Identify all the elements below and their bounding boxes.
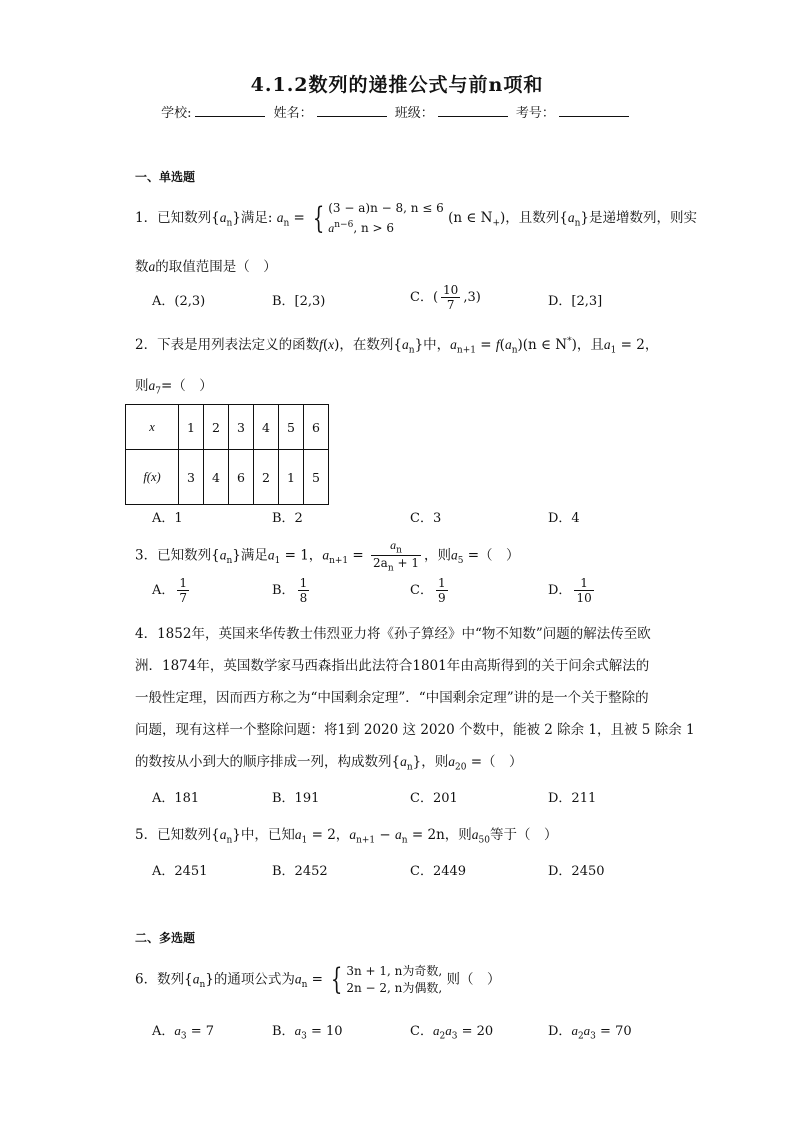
- q5-option-a[interactable]: A．2451: [152, 864, 208, 879]
- class-blank[interactable]: [438, 104, 508, 117]
- q1-option-d[interactable]: D．[2,3]: [548, 294, 603, 309]
- page-title: 4.1.2数列的递推公式与前n项和: [250, 74, 544, 96]
- q2-option-b[interactable]: B．2: [272, 511, 303, 526]
- name-blank[interactable]: [317, 104, 387, 117]
- q6-option-c[interactable]: C．$a_2a_3 = 20$: [410, 1023, 494, 1042]
- q4-option-d[interactable]: D．211: [548, 791, 597, 806]
- q6-option-d[interactable]: D．$a_2a_3 = 70$: [548, 1023, 632, 1042]
- question-4-line3: 一般性定理，因而西方称之为“中国剩余定理”．“中国剩余定理”讲的是一个关于整除的: [135, 690, 649, 706]
- q4-option-b[interactable]: B．191: [272, 791, 320, 806]
- table-cell: 1: [179, 405, 204, 450]
- question-3: 3．已知数列$\{a_n\}$满足$a_1 = 1$，$a_{n+1}$ = $\frac{a_n}{2a_n + 1}$ ，则$a_5$ =（ ）: [135, 538, 520, 574]
- q3-option-b[interactable]: B． $\frac{1}{8}$: [272, 576, 308, 605]
- question-6: 6．数列$\{a_n\}$的通项公式为$a_n$ = { 3n + 1, n为奇数, 2n − 2, n为偶数, 则（ ）: [135, 962, 501, 997]
- q3-option-a[interactable]: A． $\frac{1}{7}$: [152, 576, 188, 605]
- question-4-line1: 4．1852年，英国来华传教士伟烈亚力将《孙子算经》中“物不知数”问题的解法传至欧: [135, 626, 651, 642]
- q2-option-d[interactable]: D．4: [548, 511, 580, 526]
- student-info-line: [0, 102, 794, 121]
- q2-option-c[interactable]: C．3: [410, 511, 442, 526]
- class-label: 班级：: [394, 106, 434, 121]
- q2-option-a[interactable]: A．1: [152, 511, 183, 526]
- table-cell: 4: [254, 405, 279, 450]
- q6-option-b[interactable]: B．$a_3 = 10$: [272, 1023, 343, 1042]
- table-cell: 1: [279, 450, 304, 505]
- question-1-line2: 数a的取值范围是（ ）: [135, 259, 277, 275]
- section-single-choice: 一、单选题: [135, 170, 196, 184]
- table-cell: 6: [304, 405, 329, 450]
- table-header-fx: f(x): [126, 450, 179, 505]
- name-label: 姓名：: [273, 106, 313, 121]
- q4-option-c[interactable]: C．201: [410, 791, 458, 806]
- function-table: [125, 404, 329, 505]
- question-2: 2．下表是用列表法定义的函数f(x)，在数列$\{a_n\}$中，$a_{n+1} = f(a_n)(n$ ∈ N*)，且$a_1 = 2$，: [135, 336, 659, 356]
- table-cell: 2: [254, 450, 279, 505]
- table-cell: 4: [204, 450, 229, 505]
- q6-option-a[interactable]: A．$a_3 = 7$: [152, 1023, 215, 1042]
- school-label: 学校:: [161, 106, 192, 121]
- id-label: 考号：: [515, 106, 555, 121]
- q3-option-c[interactable]: C． $\frac{1}{9}$: [410, 576, 446, 605]
- section-multiple-choice: 二、多选题: [135, 931, 196, 945]
- table-cell: 3: [229, 405, 254, 450]
- question-4-line5: 的数按从小到大的顺序排成一列，构成数列$\{a_n\}$，则$a_{20}$ =（ ）: [135, 754, 523, 773]
- q5-option-b[interactable]: B．2452: [272, 864, 328, 879]
- table-cell: 6: [229, 450, 254, 505]
- table-cell: 5: [304, 450, 329, 505]
- q4-option-a[interactable]: A．181: [152, 791, 200, 806]
- question-1: 1．已知数列$\{a_n\}$满足: $a_n$ = { (3 − a)n − 8, n ≤ 6 $a^{n-6}$, n > 6 (n ∈ $N_+$)，且数列$\{a_n\}$是递增数列，则实: [135, 200, 698, 236]
- id-blank[interactable]: [559, 104, 629, 117]
- question-4-line4: 问题，现有这样一个整除问题：将1到 2020 这 2020 个数中，能被 2 除余 1，且被 5 除余 1: [135, 722, 695, 738]
- school-blank[interactable]: [195, 104, 265, 117]
- q5-option-c[interactable]: C．2449: [410, 864, 467, 879]
- table-cell: 3: [179, 450, 204, 505]
- q1-option-a[interactable]: A．(2,3): [152, 294, 206, 309]
- q3-option-d[interactable]: D． $\frac{1}{10}$: [548, 576, 592, 605]
- question-2-line2: 则$a_7=$（ ）: [135, 378, 213, 397]
- q5-option-d[interactable]: D．2450: [548, 864, 605, 879]
- table-header-x: x: [126, 405, 179, 450]
- table-cell: 5: [279, 405, 304, 450]
- question-4-line2: 洲．1874年，英国数学家马西森指出此法符合1801年由高斯得到的关于问余式解法的: [135, 658, 650, 674]
- table-cell: 2: [204, 405, 229, 450]
- q1-option-c[interactable]: C．( $\frac{10}{7}$ ,3): [410, 283, 481, 312]
- q1-option-b[interactable]: B．[2,3): [272, 294, 326, 309]
- question-5: 5．已知数列$\{a_n\}$中，已知$a_1 = 2$，$a_{n+1} - a_n = 2n$，则$a_{50}$等于（ ）: [135, 827, 558, 846]
